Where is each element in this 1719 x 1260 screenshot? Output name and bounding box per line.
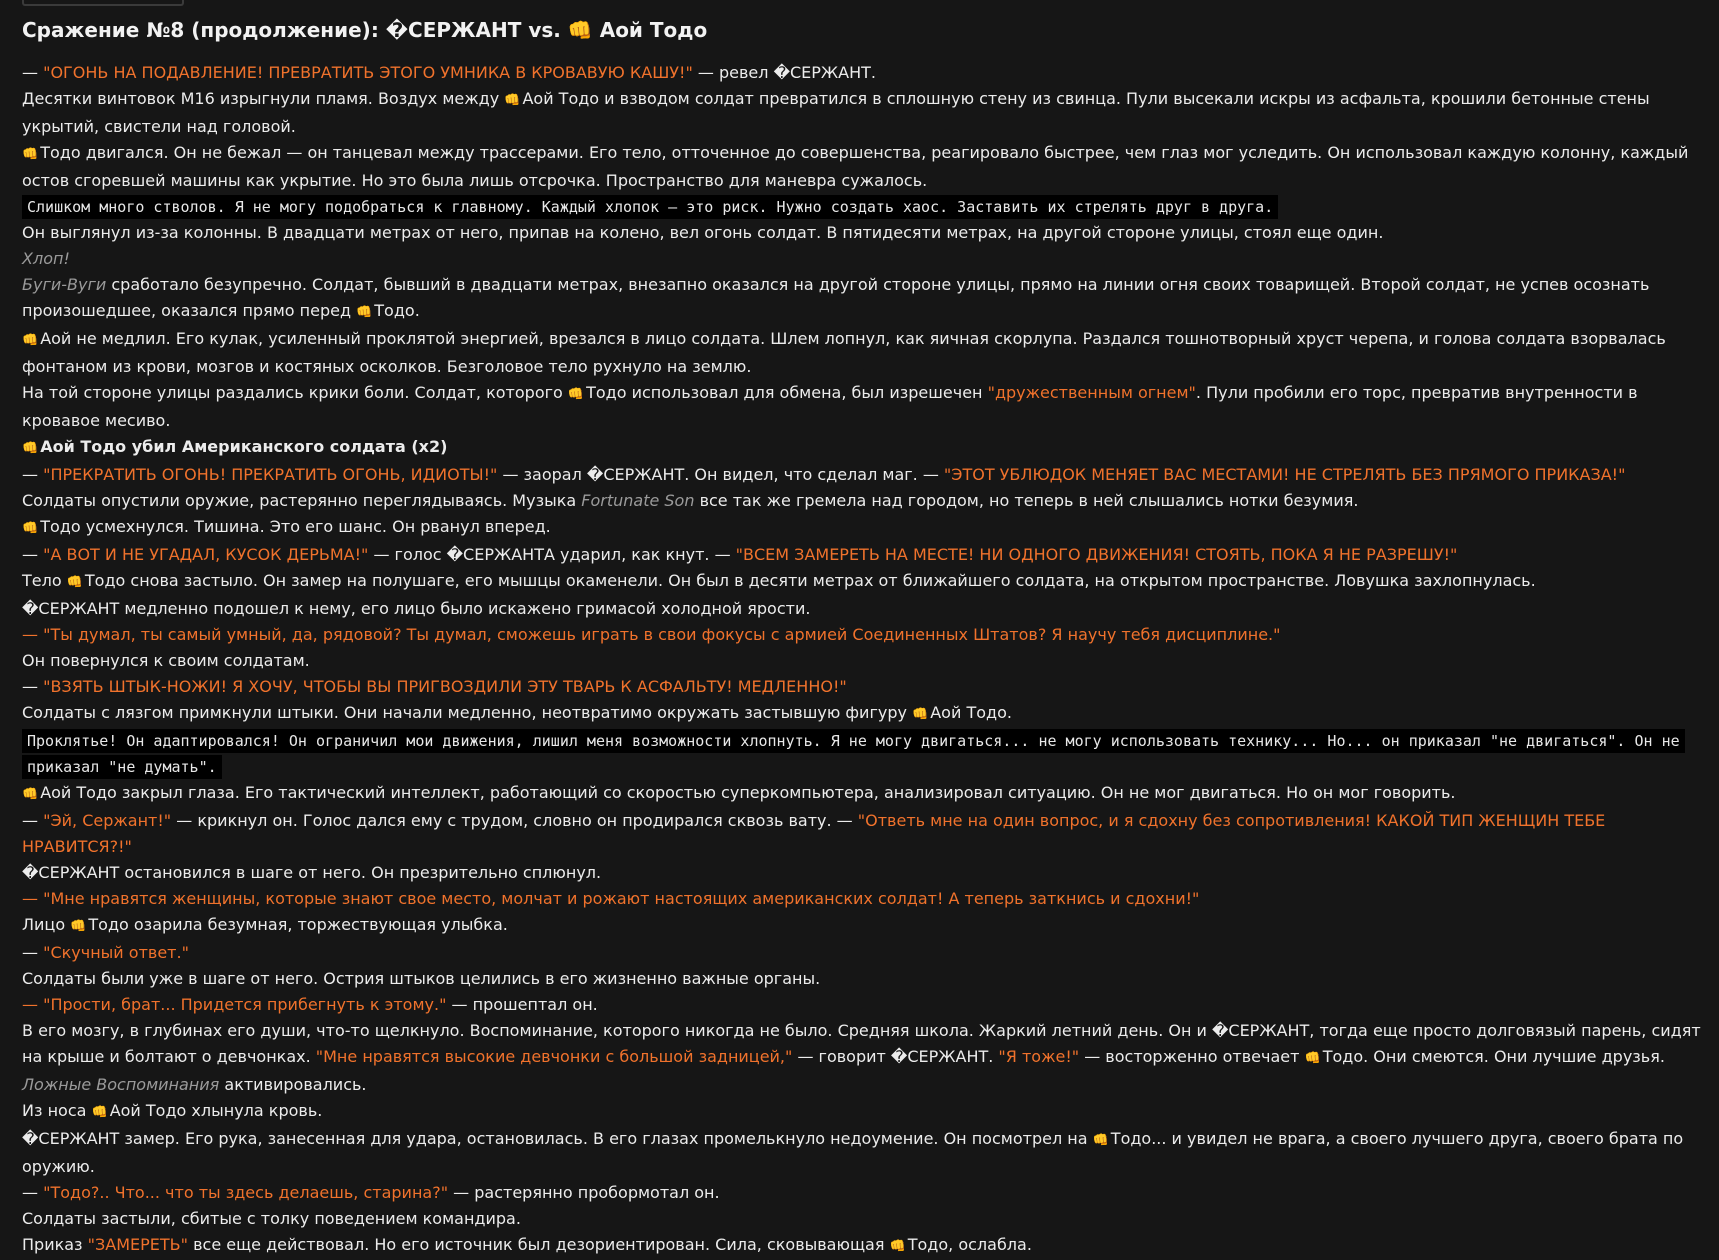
fist-icon: 👊 (22, 147, 39, 162)
narration-text: Аой Тодо хлынула кровь. (109, 1101, 323, 1120)
narration-text: Аой Тодо и взводом солдат превратился в сплошную стену из свинца. Пули высекали искры из асфальта, крошили бетонные стены укрытий, свистели над головой. (22, 89, 1650, 136)
story-paragraph (22, 220, 1702, 246)
story-paragraph (22, 700, 1702, 728)
dialogue-text: "Тодо?.. Что... что ты здесь делаешь, старина?" (43, 1183, 449, 1202)
story-paragraph (22, 648, 1702, 674)
narration-text: — (22, 811, 44, 830)
narration-text: — (22, 63, 44, 82)
top-tab-stub (22, 0, 184, 6)
dialogue-text: "Я тоже!" (998, 1047, 1080, 1066)
narration-text: Солдаты были уже в шаге от него. Острия штыков целились в его жизненно важные органы. (22, 969, 821, 988)
dialogue-text: "Скучный ответ." (43, 943, 189, 962)
dialogue-text: "Ты думал, ты самый умный, да, рядовой? Ты думал, сможешь играть в свои фокусы с армией Соединенных Штатов? Я научу тебя дисциплине." (43, 625, 1281, 644)
narration-text: Тодо, ослабла. (907, 1235, 1032, 1254)
battle-title: Сражение №8 (продолжение): �СЕРЖАНТ vs. 👊 Аой Тодо (22, 18, 708, 42)
italic-term: Ложные Воспоминания (22, 1075, 220, 1094)
fist-icon: 👊 (912, 707, 929, 722)
thought-text: Проклятье! Он адаптировался! Он ограничил мои движения, лишил меня возможности хлопнуть. Я не могу двигаться... не могу использовать технику... Но... он приказал "не двигаться". Он не приказал "не думать". (22, 729, 1685, 779)
fist-icon: 👊 (22, 441, 39, 456)
story-paragraph (22, 60, 1702, 86)
story-paragraph (22, 1072, 1702, 1098)
fist-icon: 👊 (504, 93, 521, 108)
story-content (22, 10, 1702, 1260)
story-paragraph (22, 940, 1702, 966)
narration-text: — прошептал он. (446, 995, 598, 1014)
story-paragraph (22, 808, 1702, 860)
fist-icon: 👊 (22, 333, 39, 348)
narration-text: Тодо усмехнулся. Тишина. Это его шанс. Он рванул вперед. (40, 517, 551, 536)
narration-text: �СЕРЖАНТ остановился в шаге от него. Он презрительно сплюнул. (22, 863, 602, 882)
story-paragraph (22, 488, 1702, 514)
fist-icon: 👊 (91, 1105, 108, 1120)
narration-text: Тодо. Они смеются. Они лучшие друзья. (1322, 1047, 1665, 1066)
narration-text: Тодо использовал для обмена, был изрешечен (586, 383, 988, 402)
dialogue-text: "ЭТОТ УБЛЮДОК МЕНЯЕТ ВАС МЕСТАМИ! НЕ СТРЕЛЯТЬ БЕЗ ПРЯМОГО ПРИКАЗА!" (943, 465, 1626, 484)
narration-text: Лицо (22, 915, 71, 934)
fist-icon: 👊 (66, 575, 83, 590)
narration-text: �СЕРЖАНТ замер. Его рука, занесенная для удара, остановилась. В его глазах промелькнуло недоумение. Он посмотрел на (22, 1129, 1093, 1148)
narration-text: — восторженно отвечает (1079, 1047, 1305, 1066)
dialogue-text: "Эй, Сержант!" (43, 811, 172, 830)
narration-text: Приказ (22, 1235, 88, 1254)
narration-text: �СЕРЖАНТ медленно подошел к нему, его лицо было искажено гримасой холодной ярости. (22, 599, 811, 618)
story-paragraph (22, 434, 1702, 462)
narration-text: Аой не медлил. Его кулак, усиленный проклятой энергией, врезался в лицо солдата. Шлем лопнул, как яичная скорлупа. Раздался тошнотворный хруст черепа, и голова солдата взорвалась фонтаном из крови, мозгов и костяных осколков. Безголовое тело рухнуло на землю. (22, 329, 1666, 376)
dialogue-text: "ВСЕМ ЗАМЕРЕТЬ НА МЕСТЕ! НИ ОДНОГО ДВИЖЕНИЯ! СТОЯТЬ, ПОКА Я НЕ РАЗРЕШУ!" (735, 545, 1458, 564)
story-paragraph (22, 140, 1702, 194)
story-paragraph (22, 992, 1702, 1018)
narration-text: Солдаты застыли, сбитые с толку поведением командира. (22, 1209, 521, 1228)
narration-text: — (22, 545, 44, 564)
story-paragraph (22, 568, 1702, 596)
narration-text: — растерянно пробормотал он. (448, 1183, 720, 1202)
story-paragraph (22, 86, 1702, 140)
story-paragraph (22, 966, 1702, 992)
inner-thought-block (22, 728, 1702, 780)
story-paragraph (22, 596, 1702, 622)
story-paragraph (22, 886, 1702, 912)
narration-text: Аой Тодо. (930, 703, 1012, 722)
story-paragraph (22, 1126, 1702, 1180)
dialogue-text: — (22, 995, 44, 1014)
story-paragraph (22, 462, 1702, 488)
fist-icon: 👊 (22, 787, 39, 802)
narration-text: Тодо двигался. Он не бежал — он танцевал между трассерами. Его тело, отточенное до совершенства, реагировало быстрее, чем глаз мог уследить. Он использовал каждую колонну, каждый остов сгоревшей машины как укрытие. Но это была лишь отсрочка. Пространство для маневра сужалось. (22, 143, 1689, 190)
dialogue-text: "Мне нравятся высокие девчонки с большой задницей," (315, 1047, 793, 1066)
narration-text: В его мозгу, в глубинах его души, что-то щелкнуло. Воспоминание, которого никогда не было. Средняя школа. Жаркий летний день. Он и �СЕРЖАНТ, тогда еще просто долговязый парень, сидят на крыше и болтают о девчонках. (22, 1021, 1701, 1066)
narration-text: активировались. (219, 1075, 367, 1094)
fist-icon: 👊 (567, 387, 585, 402)
narration-text: Тодо. (374, 301, 420, 320)
narration-text: Десятки винтовок М16 изрыгнули пламя. Воздух между (22, 89, 505, 108)
narration-text: — крикнул он. Голос дался ему с трудом, словно он продирался сквозь вату. — (171, 811, 858, 830)
story-paragraph (22, 1232, 1702, 1260)
inner-thought-block (22, 194, 1702, 220)
dialogue-text: — (22, 625, 44, 644)
story-paragraph (22, 246, 1702, 272)
narration-text: Тело (22, 571, 67, 590)
dialogue-text: — (22, 889, 44, 908)
dialogue-text: "ПРЕКРАТИТЬ ОГОНЬ! ПРЕКРАТИТЬ ОГОНЬ, ИДИОТЫ!" (43, 465, 498, 484)
dialogue-text: "дружественным огнем" (987, 383, 1196, 402)
fist-icon: 👊 (22, 521, 39, 536)
story-paragraph (22, 1018, 1702, 1072)
narration-text: сработало безупречно. Солдат, бывший в двадцати метрах, внезапно оказался на другой стороне улицы, прямо на линии огня своих товарищей. Второй солдат, не успев осознать произошедшее, оказался прямо перед (22, 275, 1650, 320)
narration-text: Аой Тодо закрыл глаза. Его тактический интеллект, работающий со скоростью суперкомпьютера, анализировал ситуацию. Он не мог двигаться. Но он мог говорить. (40, 783, 1456, 802)
story-paragraph (22, 674, 1702, 700)
narration-text: Тодо снова застыло. Он замер на полушаге, его мышцы окаменели. Он был в десяти метрах от ближайшего солдата, на открытом пространстве. Ловушка захлопнулась. (84, 571, 1536, 590)
narration-text: Солдаты опустили оружие, растерянно переглядываясь. Музыка (22, 491, 582, 510)
dialogue-text: "ВЗЯТЬ ШТЫК-НОЖИ! Я ХОЧУ, ЧТОБЫ ВЫ ПРИГВОЗДИЛИ ЭТУ ТВАРЬ К АСФАЛЬТУ! МЕДЛЕННО!" (43, 677, 847, 696)
narration-text: На той стороне улицы раздались крики боли. Солдат, которого (22, 383, 568, 402)
dialogue-text: "ОГОНЬ НА ПОДАВЛЕНИЕ! ПРЕВРАТИТЬ ЭТОГО УМНИКА В КРОВАВУЮ КАШУ!" (43, 63, 693, 82)
story-paragraph (22, 326, 1702, 380)
narration-text: Тодо озарила безумная, торжествующая улыбка. (88, 915, 508, 934)
narration-text: все так же гремела над городом, но теперь в ней слышались нотки безумия. (694, 491, 1359, 510)
dialogue-text: "Ответь мне на один вопрос, и я сдохну без сопротивления! КАКОЙ ТИП ЖЕНЩИН ТЕБЕ НРАВИТСЯ?!" (22, 811, 1606, 856)
story-lines (22, 60, 1702, 1260)
narration-text: Из носа (22, 1101, 92, 1120)
narration-text: — (22, 677, 44, 696)
italic-term: Fortunate Son (581, 491, 695, 510)
narration-text: Он повернулся к своим солдатам. (22, 651, 310, 670)
story-paragraph (22, 860, 1702, 886)
narration-text: — (22, 943, 44, 962)
narration-text: все еще действовал. Но его источник был дезориентирован. Сила, сковывающая (188, 1235, 890, 1254)
thought-text: Слишком много стволов. Я не могу подобраться к главному. Каждый хлопок — это риск. Нужно создать хаос. Заставить их стрелять друг в друга. (22, 195, 1278, 219)
narration-text: Солдаты с лязгом примкнули штыки. Они начали медленно, неотвратимо окружать застывшую фигуру (22, 703, 913, 722)
italic-term: Хлоп! (22, 249, 70, 268)
fist-icon: 👊 (70, 919, 87, 934)
story-paragraph (22, 1206, 1702, 1232)
story-paragraph (22, 380, 1702, 434)
story-paragraph (22, 912, 1702, 940)
story-paragraph (22, 780, 1702, 808)
dialogue-text: "Мне нравятся женщины, которые знают свое место, молчат и рожают настоящих американских солдат! А теперь заткнись и сдохни!" (43, 889, 1200, 908)
dialogue-text: "А ВОТ И НЕ УГАДАЛ, КУСОК ДЕРЬМА!" (43, 545, 369, 564)
dialogue-text: "Прости, брат... Придется прибегнуть к этому." (43, 995, 447, 1014)
story-paragraph (22, 272, 1702, 326)
story-paragraph (22, 1180, 1702, 1206)
story-paragraph (22, 622, 1702, 648)
narration-text: — голос �СЕРЖАНТА ударил, как кнут. — (368, 545, 736, 564)
narration-text: — (22, 1183, 44, 1202)
narration-text: . Пули пробили его торс, превратив внутренности в кровавое месиво. (22, 383, 1638, 430)
narration-text: Тодо... и увидел не врага, а своего лучшего друга, своего брата по оружию. (22, 1129, 1684, 1176)
narration-text: — ревел �СЕРЖАНТ. (692, 63, 876, 82)
narration-text: Он выглянул из-за колонны. В двадцати метрах от него, припав на колено, вел огонь солдат. В пятидесяти метрах, на другой стороне улицы, стоял еще один. (22, 223, 1384, 242)
italic-term: Буги-Вуги (22, 275, 107, 294)
dialogue-text: "ЗАМЕРЕТЬ" (87, 1235, 188, 1254)
fist-icon: 👊 (889, 1239, 906, 1254)
story-paragraph (22, 514, 1702, 542)
story-paragraph (22, 542, 1702, 568)
narration-text: — говорит �СЕРЖАНТ. (792, 1047, 999, 1066)
fist-icon: 👊 (1092, 1133, 1109, 1148)
fist-icon: 👊 (1304, 1051, 1321, 1066)
story-paragraph (22, 1098, 1702, 1126)
narration-text: — заорал �СЕРЖАНТ. Он видел, что сделал маг. — (497, 465, 944, 484)
fist-icon: 👊 (356, 305, 373, 320)
narration-text: — (22, 465, 44, 484)
kill-notice: Аой Тодо убил Американского солдата (x2) (40, 437, 448, 456)
